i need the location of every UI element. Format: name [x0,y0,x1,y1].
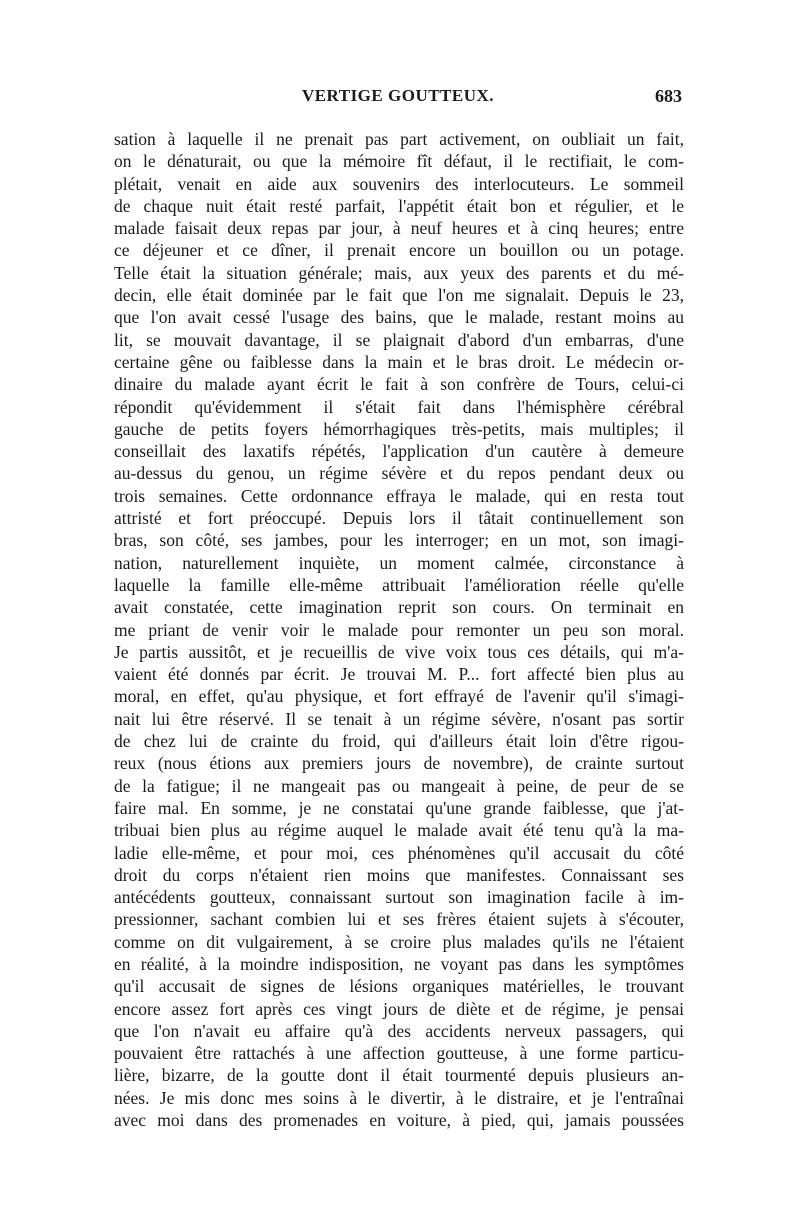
running-title: VERTIGE GOUTTEUX. [301,86,495,105]
text-line: pouvaient être rattachés à une affection goutteuse, à une forme particu- [114,1043,684,1064]
body-text [114,128,684,1131]
text-line: dinaire du malade ayant écrit le fait à son confrère de Tours, celui-ci [114,374,684,395]
text-line: Je partis aussitôt, et je recueillis de vive voix tous ces détails, qui m'a- [114,641,684,662]
text-line: antécédents goutteux, connaissant surtout son imagination facile à im- [114,887,684,908]
text-line: encore assez fort après ces vingt jours de diète et de régime, je pensai [114,998,684,1019]
text-line: bras, son côté, ses jambes, pour les interroger; en un mot, son imagi- [114,530,684,551]
text-line: avait constatée, cette imagination reprit son cours. On terminait en [114,597,684,618]
text-line: decin, elle était dominée par le fait que l'on me signalait. Depuis le 23, [114,285,684,306]
text-line: certaine gêne ou faiblesse dans la main et le bras droit. Le médecin or- [114,351,684,372]
text-line: Telle était la situation générale; mais, aux yeux des parents et du mé- [114,262,684,283]
text-line: en réalité, à la moindre indisposition, ne voyant pas dans les symptômes [114,953,684,974]
text-line: attristé et fort préoccupé. Depuis lors il tâtait continuellement son [114,508,684,529]
text-line: que l'on n'avait eu affaire qu'à des accidents nerveux passagers, qui [114,1020,684,1041]
text-line: lit, se mouvait davantage, il se plaignait d'abord d'un embarras, d'une [114,329,684,350]
text-line: répondit qu'évidemment il s'était fait dans l'hémisphère cérébral [114,396,684,417]
text-line: ce déjeuner et ce dîner, il prenait encore un bouillon ou un potage. [114,240,684,261]
text-line: lière, bizarre, de la goutte dont il était tourmenté depuis plusieurs an- [114,1065,684,1086]
text-line: qu'il accusait de signes de lésions organiques matérielles, le trouvant [114,976,684,997]
text-line: gauche de petits foyers hémorrhagiques très-petits, mais multiples; il [114,418,684,439]
text-line: droit du corps n'étaient rien moins que manifestes. Connaissant ses [114,864,684,885]
text-line: ladie elle-même, et pour moi, ces phénomènes qu'il accusait du côté [114,842,684,863]
text-line: comme on dit vulgairement, à se croire plus malades qu'ils ne l'étaient [114,931,684,952]
page-number: 683 [655,86,682,106]
text-line: laquelle la famille elle-même attribuait l'amélioration réelle qu'elle [114,574,684,595]
text-line: tribuai bien plus au régime auquel le malade avait été tenu qu'à la ma- [114,820,684,841]
text-line: nation, naturellement inquiète, un moment calmée, circonstance à [114,552,684,573]
text-line: nées. Je mis donc mes soins à le divertir, à le distraire, et je l'entraînai [114,1087,684,1108]
text-line: avec moi dans des promenades en voiture, à pied, qui, jamais poussées [114,1110,684,1131]
text-line: faire mal. En somme, je ne constatai qu'une grande faiblesse, que j'at- [114,797,684,818]
text-line: trois semaines. Cette ordonnance effraya le malade, qui en resta tout [114,485,684,506]
text-line: que l'on avait cessé l'usage des bains, que le malade, restant moins au [114,307,684,328]
text-line: de chaque nuit était resté parfait, l'appétit était bon et régulier, et le [114,195,684,216]
text-line: de la fatigue; il ne mangeait pas ou mangeait à peine, de peur de se [114,775,684,796]
text-line: on le dénaturait, ou que la mémoire fît défaut, il le rectifiait, le com- [114,151,684,172]
text-line: nait lui être réservé. Il se tenait à un régime sévère, n'osant pas sortir [114,708,684,729]
running-head [114,86,682,114]
text-line: vaient été donnés par écrit. Je trouvai M. P... fort affecté bien plus au [114,664,684,685]
text-line: reux (nous étions aux premiers jours de novembre), de crainte surtout [114,753,684,774]
text-line: plétait, venait en aide aux souvenirs des interlocuteurs. Le sommeil [114,173,684,194]
text-line: pressionner, sachant combien lui et ses frères étaient sujets à s'écouter, [114,909,684,930]
text-line: sation à laquelle il ne prenait pas part activement, on oubliait un fait, [114,129,684,149]
text-line: me priant de venir voir le malade pour remonter un peu son moral. [114,619,684,640]
text-line: moral, en effet, qu'au physique, et fort effrayé de l'avenir qu'il s'imagi- [114,686,684,707]
text-line: de chez lui de crainte du froid, qui d'ailleurs était loin d'être rigou- [114,731,684,752]
text-line: conseillait des laxatifs répétés, l'application d'un cautère à demeure [114,441,684,462]
text-line: au-dessus du genou, un régime sévère et du repos pendant deux ou [114,463,684,484]
text-line: malade faisait deux repas par jour, à neuf heures et à cinq heures; entre [114,218,684,239]
